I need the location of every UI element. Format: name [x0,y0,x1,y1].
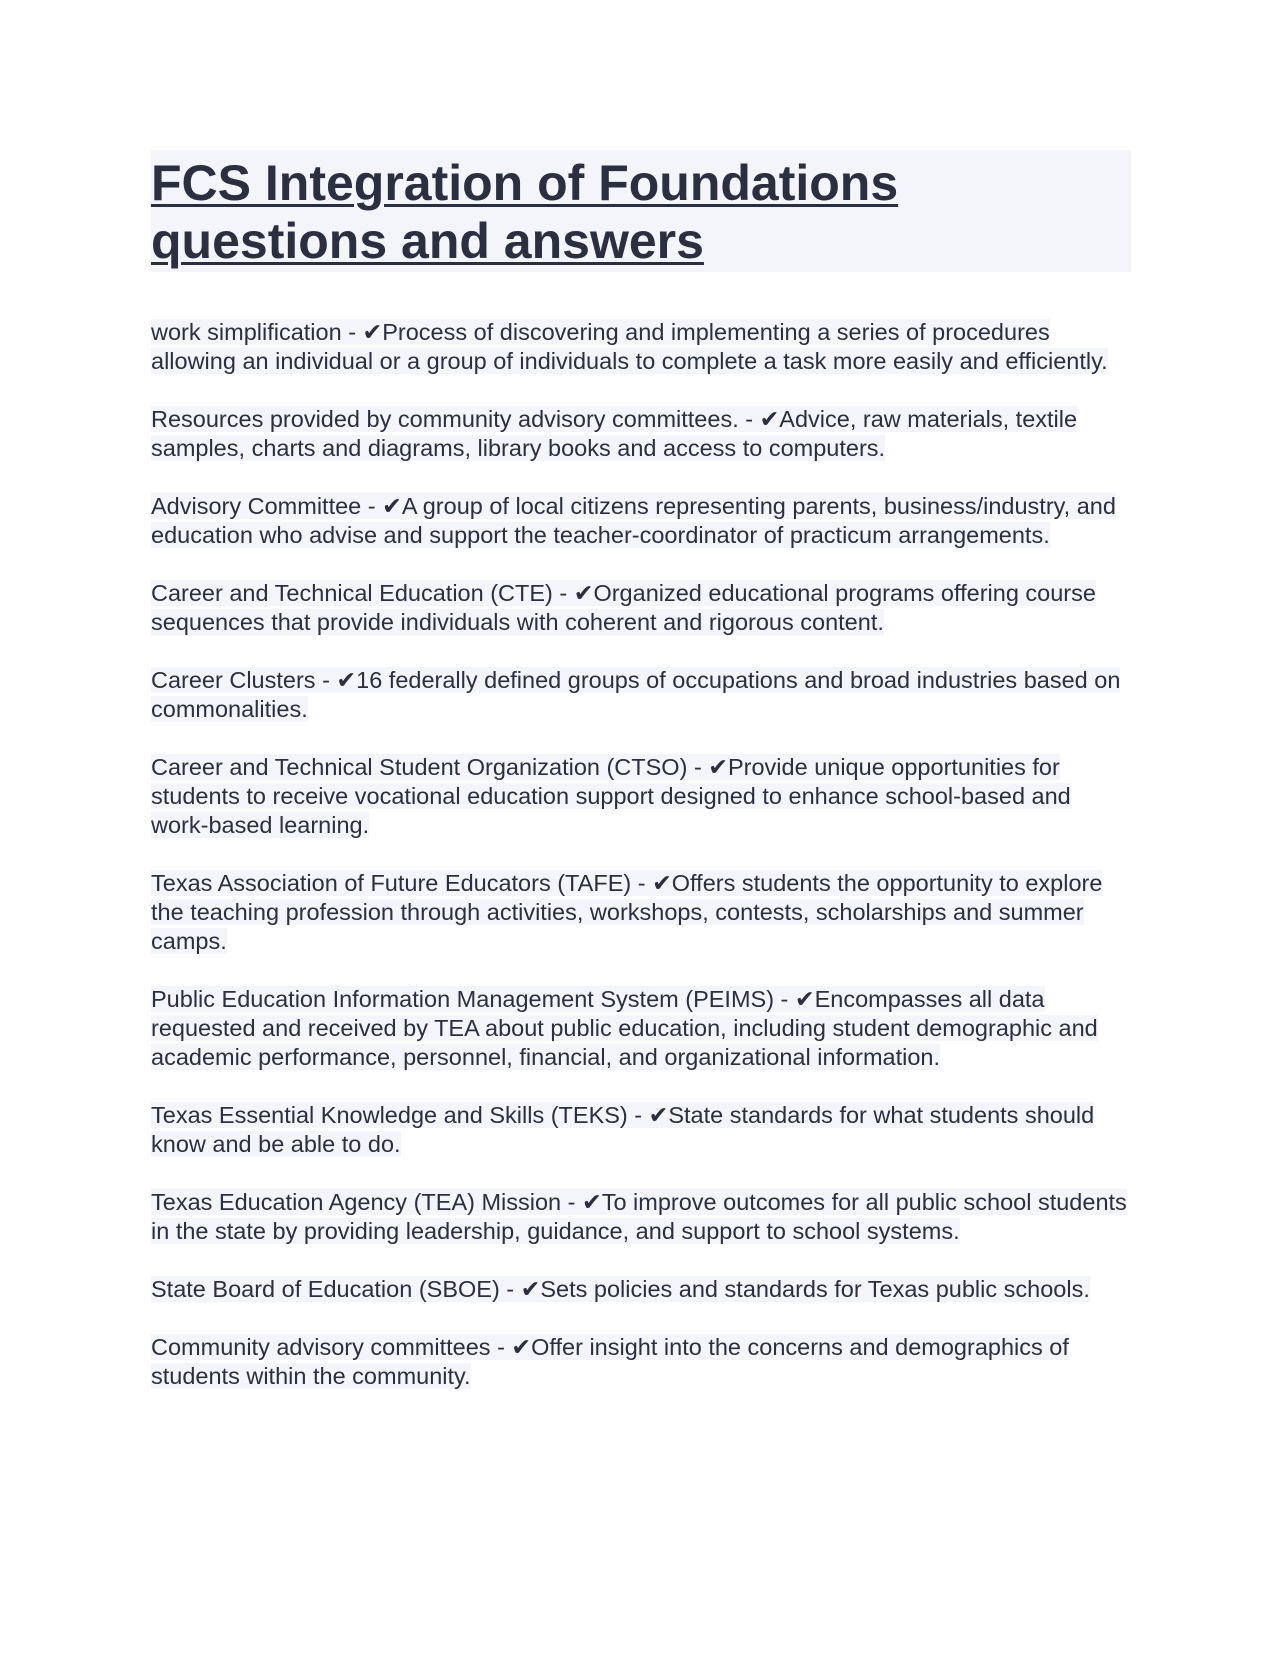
document-page [151,150,1131,1420]
qa-entry [151,405,1131,463]
qa-list [151,318,1131,1391]
qa-entry [151,1188,1131,1246]
qa-entry-text: Career Clusters - ✔16 federally defined groups of occupations and broad industries based on commonalities. [151,667,1121,722]
qa-entry [151,753,1131,840]
document-title: FCS Integration of Foundations questions and answers [151,155,899,269]
qa-entry [151,869,1131,956]
qa-entry-text: Career and Technical Education (CTE) - ✔Organized educational programs offering course sequences that provide individuals with coherent and rigorous content. [151,580,1096,635]
qa-entry [151,318,1131,376]
qa-entry-text: Texas Essential Knowledge and Skills (TEKS) - ✔State standards for what students should know and be able to do. [151,1102,1095,1157]
qa-entry [151,666,1131,724]
qa-entry-text: Advisory Committee - ✔A group of local citizens representing parents, business/industry, and education who advise and support the teacher-coordinator of practicum arrangements. [151,493,1116,548]
qa-entry-text: Career and Technical Student Organization (CTSO) - ✔Provide unique opportunities for students to receive vocational education support designed to enhance school-based and work-based learning. [151,754,1071,838]
qa-entry-text: State Board of Education (SBOE) - ✔Sets policies and standards for Texas public schools. [151,1276,1090,1302]
qa-entry-text: Texas Education Agency (TEA) Mission - ✔To improve outcomes for all public school students in the state by providing leadership, guidance, and support to school systems. [151,1189,1127,1244]
title-block [151,150,1131,272]
qa-entry-text: Resources provided by community advisory committees. - ✔Advice, raw materials, textile samples, charts and diagrams, library books and access to computers. [151,406,1078,461]
qa-entry-text: Public Education Information Management System (PEIMS) - ✔Encompasses all data requested and received by TEA about public education, including student demographic and academic performance, personnel, financial, and organizational information. [151,986,1098,1070]
qa-entry [151,1333,1131,1391]
qa-entry-text: work simplification - ✔Process of discovering and implementing a series of procedures allowing an individual or a group of individuals to complete a task more easily and efficiently. [151,319,1108,374]
qa-entry [151,492,1131,550]
qa-entry [151,1101,1131,1159]
qa-entry [151,1275,1131,1304]
qa-entry [151,579,1131,637]
qa-entry-text: Community advisory committees - ✔Offer insight into the concerns and demographics of students within the community. [151,1334,1069,1389]
qa-entry-text: Texas Association of Future Educators (TAFE) - ✔Offers students the opportunity to explore the teaching profession through activities, workshops, contests, scholarships and summer camps. [151,870,1103,954]
qa-entry [151,985,1131,1072]
